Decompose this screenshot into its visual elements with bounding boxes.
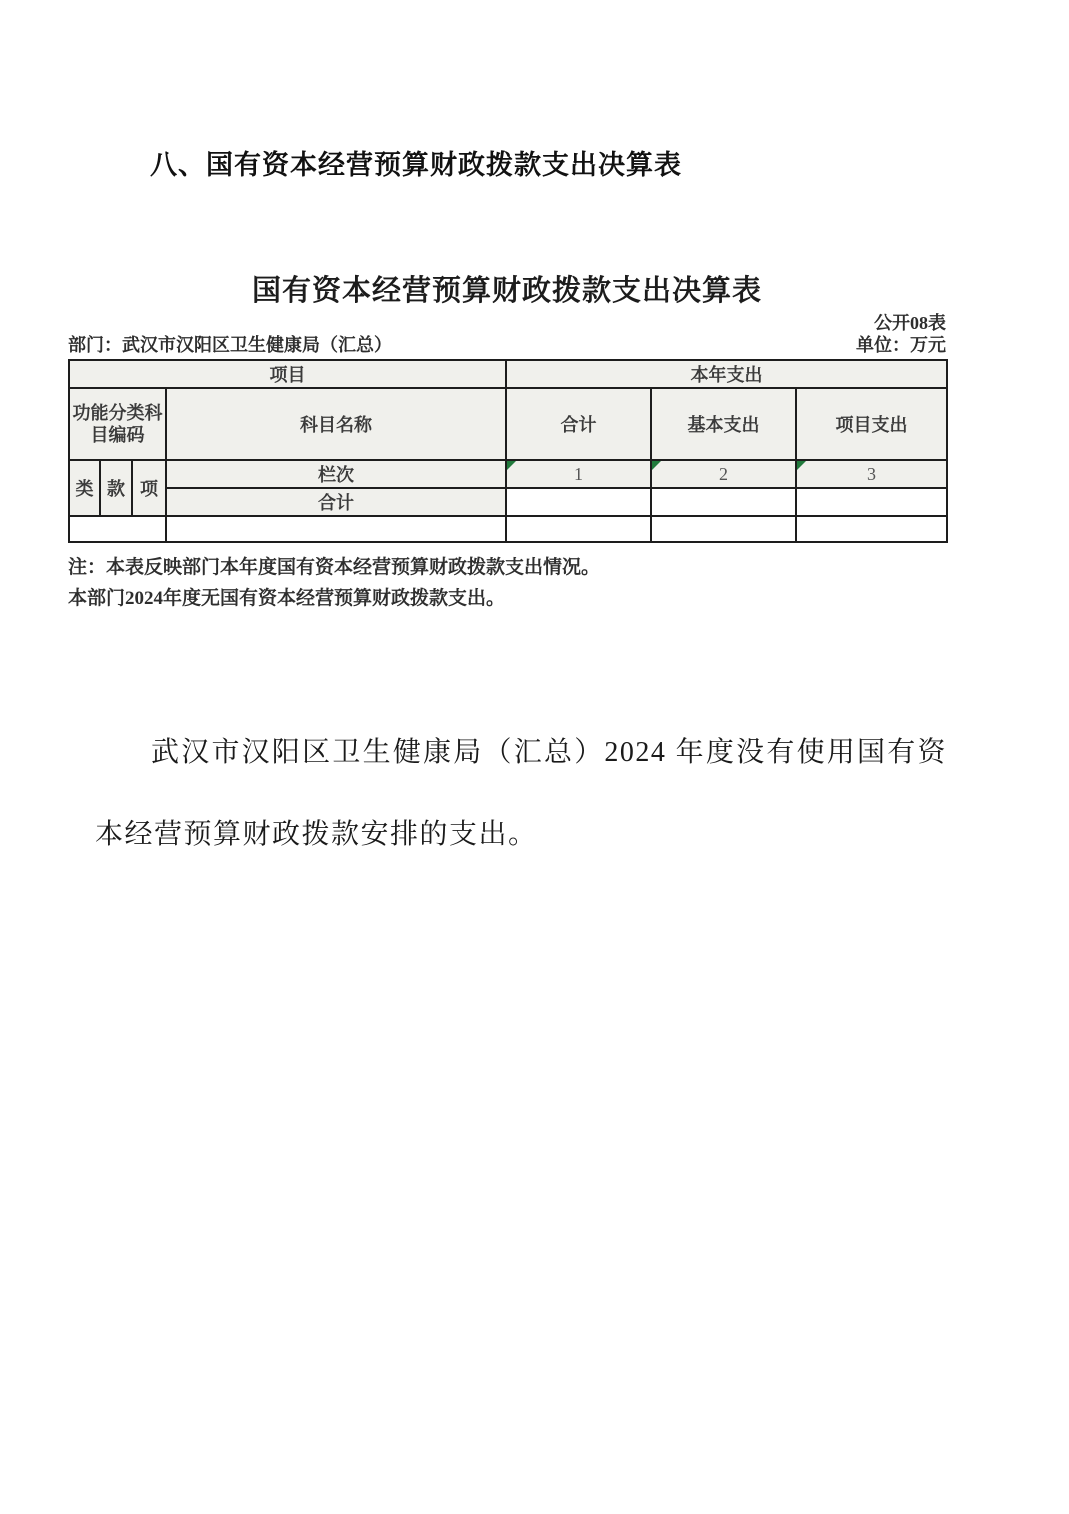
empty-value-cell bbox=[651, 516, 796, 542]
excel-corner-marker-icon bbox=[507, 461, 516, 470]
table-title: 国有资本经营预算财政拨款支出决算表 bbox=[251, 275, 762, 307]
fiscal-table bbox=[68, 359, 948, 543]
note-line: 本部门2024年度无国有资本经营预算财政拨款支出。 bbox=[68, 588, 506, 609]
col-header-function-code: 功能分类科目编码 bbox=[69, 388, 166, 460]
table-code: 公开08表 bbox=[874, 313, 946, 333]
col-header-total: 合计 bbox=[506, 388, 651, 460]
table-row bbox=[69, 360, 947, 388]
lane-number-cell bbox=[796, 460, 947, 488]
lane-row-label: 栏次 bbox=[166, 460, 506, 488]
table-row bbox=[69, 460, 947, 488]
excel-corner-marker-icon bbox=[652, 461, 661, 470]
col-group-year-expenditure: 本年支出 bbox=[506, 360, 947, 388]
table-row bbox=[69, 488, 947, 516]
report-section bbox=[68, 268, 946, 618]
col-header-code-category: 类 bbox=[69, 460, 100, 516]
narrative-paragraph: 武汉市汉阳区卫生健康局（汇总）2024 年度没有使用国有资本经营预算财政拨款安排的支出。 bbox=[95, 737, 947, 850]
lane-number: 3 bbox=[867, 463, 876, 484]
col-group-project: 项目 bbox=[69, 360, 506, 388]
page-title: 八、国有资本经营预算财政拨款支出决算表 bbox=[150, 150, 682, 180]
total-row-label: 合计 bbox=[166, 488, 506, 516]
col-header-subject-name: 科目名称 bbox=[166, 388, 506, 460]
empty-name-cell bbox=[166, 516, 506, 542]
col-header-code-item: 项 bbox=[132, 460, 166, 516]
unit-label: 单位：万元 bbox=[856, 335, 946, 355]
excel-corner-marker-icon bbox=[797, 461, 806, 470]
table-meta-row bbox=[68, 334, 946, 357]
lane-number-cell bbox=[651, 460, 796, 488]
lane-number: 1 bbox=[574, 463, 583, 484]
total-value-cell bbox=[651, 488, 796, 516]
empty-code-cell bbox=[69, 516, 166, 542]
empty-value-cell bbox=[506, 516, 651, 542]
note-line: 注：本表反映部门本年度国有资本经营预算财政拨款支出情况。 bbox=[68, 557, 601, 578]
table-row bbox=[69, 388, 947, 460]
lane-number: 2 bbox=[719, 463, 728, 484]
table-notes bbox=[68, 556, 946, 611]
col-header-project-expenditure: 项目支出 bbox=[796, 388, 947, 460]
total-value-cell bbox=[506, 488, 651, 516]
empty-value-cell bbox=[796, 516, 947, 542]
department-label: 部门：武汉市汉阳区卫生健康局（汇总） bbox=[68, 335, 392, 355]
lane-number-cell bbox=[506, 460, 651, 488]
total-value-cell bbox=[796, 488, 947, 516]
table-row bbox=[69, 516, 947, 542]
col-header-code-section: 款 bbox=[100, 460, 132, 516]
col-header-basic-expenditure: 基本支出 bbox=[651, 388, 796, 460]
